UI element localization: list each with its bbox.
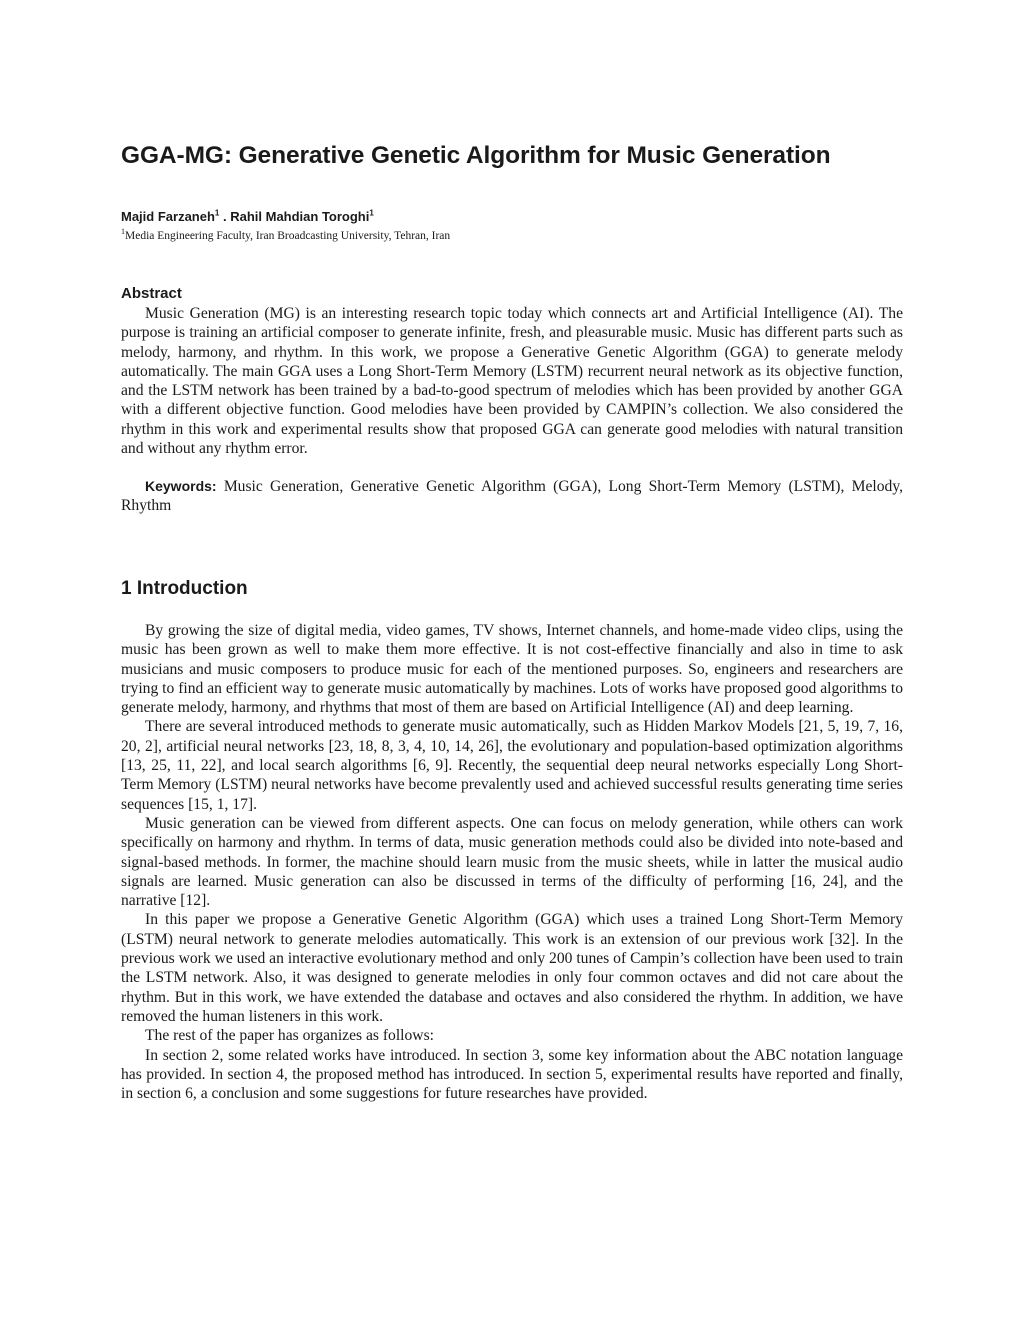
introduction-paragraph: There are several introduced methods to generate music automatically, such as Hidden Markov Models [21, 5, 19, 7, 16, 20, 2], artificial neural networks [23, 18, 8, 3, 4, 10, 14, 26], the evolutionary and population-based optimization algorithms [13, 25, 11, 22], and local search algorithms [6, 9]. Recently, the sequential deep neural networks especially Long Short-Term Memory (LSTM) neural networks have become prevalently used and achieved successful results generating time series sequences [15, 1, 17]. bbox=[121, 718, 903, 813]
introduction-paragraph: By growing the size of digital media, video games, TV shows, Internet channels, and home-made video clips, using the music has been grown as well to make them more effective. It is not cost-effective financially and also in time to ask musicians and music composers to produce music for each of the mentioned purposes. So, engineers and researchers are trying to find an efficient way to generate music automatically by machines. Lots of works have proposed good algorithms to generate melody, harmony, and rhythms that most of them are based on Artificial Intelligence (AI) and deep learning. bbox=[121, 622, 903, 717]
introduction-paragraph: The rest of the paper has organizes as follows: bbox=[145, 1027, 434, 1045]
author-separator: . bbox=[219, 209, 231, 224]
affiliation-text: Media Engineering Faculty, Iran Broadcasting University, Tehran, Iran bbox=[125, 230, 451, 242]
author-affiliation-marker: 1 bbox=[369, 208, 374, 218]
affiliation bbox=[121, 228, 450, 244]
affiliation-marker: 1 bbox=[121, 227, 125, 237]
author-name: Rahil Mahdian Toroghi bbox=[230, 209, 370, 224]
introduction-paragraph: In section 2, some related works have introduced. In section 3, some key information about the ABC notation language has provided. In section 4, the proposed method has introduced. In section 5, experimental results have reported and finally, in section 6, a conclusion and some suggestions for future researches have provided. bbox=[121, 1046, 903, 1103]
abstract-text: Music Generation (MG) is an interesting research topic today which connects art and Artificial Intelligence (AI). The purpose is training an artificial composer to generate infinite, fresh, and pleasurable music. Music has different parts such as melody, harmony, and rhythm. In this work, we propose a Generative Genetic Algorithm (GGA) to generate melody automatically. The main GGA uses a Long Short-Term Memory (LSTM) recurrent neural network as its objective function, and the LSTM network has been trained by a bad-to-good spectrum of melodies which has been provided by another GGA with a different objective function. Good melodies have been provided by CAMPIN’s collection. We also considered the rhythm in this work and experimental results show that proposed GGA can generate good melodies with natural transition and without any rhythm error. bbox=[121, 305, 903, 458]
paper-title: GGA-MG: Generative Genetic Algorithm for Music Generation bbox=[121, 142, 831, 169]
introduction-paragraph: In this paper we propose a Generative Genetic Algorithm (GGA) which uses a trained Long Short-Term Memory (LSTM) neural network to generate melodies automatically. This work is an extension of our previous work [32]. In the previous work we used an interactive evolutionary method and only 200 tunes of Campin’s collection have been used to train the LSTM network. Also, it was designed to generate melodies in only four common octaves and did not care about the rhythm. But in this work, we have extended the database and octaves and also considered the rhythm. In addition, we have removed the human listeners in this work. bbox=[121, 911, 903, 1025]
introduction-paragraph: Music generation can be viewed from different aspects. One can focus on melody generation, while others can work specifically on harmony and rhythm. In terms of data, music generation methods could also be divided into note-based and signal-based methods. In former, the machine should learn music from the music sheets, while in latter the musical audio signals are learned. Music generation can also be discussed in terms of the difficulty of performing [16, 24], and the narrative [12]. bbox=[121, 814, 903, 910]
introduction-heading: 1 Introduction bbox=[121, 578, 248, 599]
author-affiliation-marker: 1 bbox=[214, 208, 220, 218]
introduction-body bbox=[121, 621, 903, 1103]
keywords-label: Keywords: bbox=[145, 478, 217, 494]
keywords-text: Music Generation, Generative Genetic Algorithm (GGA), Long Short-Term Memory (LSTM), Melody, Rhythm bbox=[121, 478, 903, 515]
author-name: Majid Farzaneh bbox=[121, 209, 215, 224]
keywords bbox=[121, 477, 903, 516]
abstract-heading: Abstract bbox=[121, 285, 182, 302]
author-line bbox=[121, 208, 374, 226]
